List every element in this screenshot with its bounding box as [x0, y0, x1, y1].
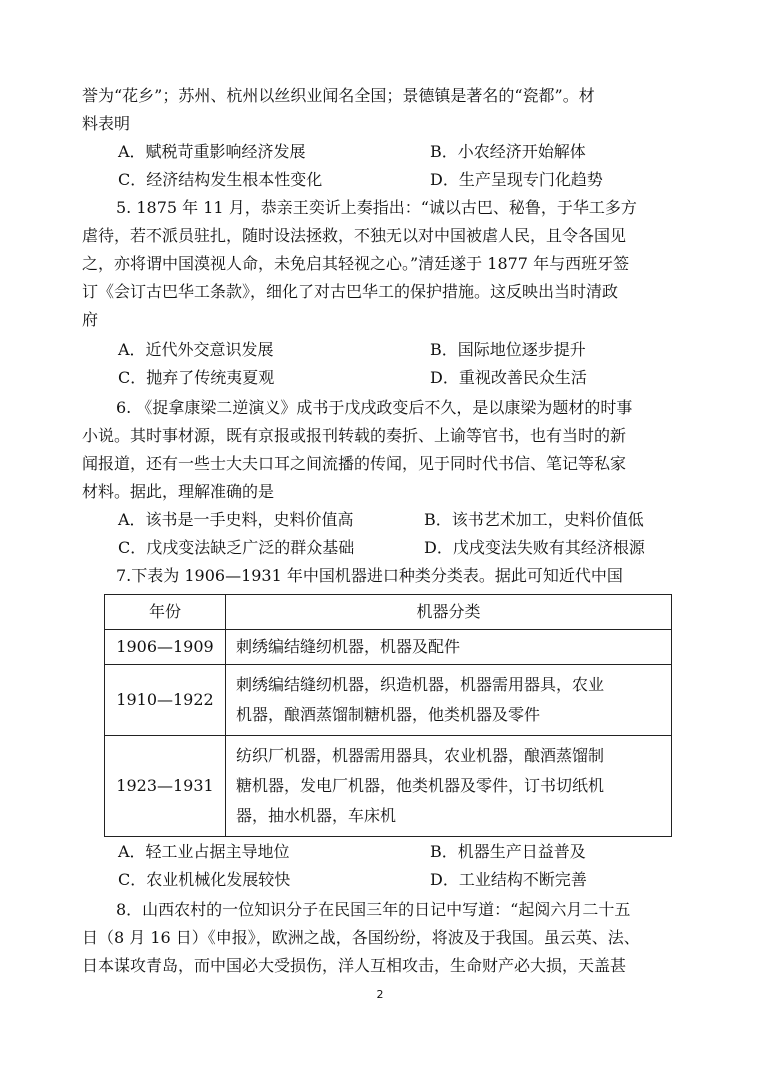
- q8-stem-line-2: 日（8 月 16 日）《申报》，欧洲之战，各国纷纷，将波及于我国。虽云英、法、: [82, 928, 640, 947]
- q5-stem-line-5: 府: [82, 310, 99, 329]
- q4-option-a: A．赋税苛重影响经济发展: [118, 142, 306, 161]
- q5-stem-line-2: 虐待，若不派员驻扎，随时设法拯救，不独无以对中国被虐人民，且令各国见: [82, 226, 627, 245]
- q5-option-a: A．近代外交意识发展: [118, 340, 274, 359]
- table-row: [105, 665, 672, 736]
- machine-import-table: [104, 594, 672, 837]
- q7-option-c: C．农业机械化发展较快: [118, 870, 291, 889]
- q4-stem-line-2: 料表明: [82, 114, 131, 133]
- row-class: [226, 665, 672, 736]
- q4-option-c: C．经济结构发生根本性变化: [118, 170, 323, 189]
- q6-stem-line-3: 闻报道，还有一些士大夫口耳之间流播的传闻，见于同时代书信、笔记等私家: [82, 454, 627, 473]
- q5-stem-line-4: 订《会订古巴华工条款》，细化了对古巴华工的保护措施。这反映出当时清政: [82, 282, 619, 301]
- row-class-line: 纺织厂机器，机器需用器具，农业机器，酿酒蒸馏制: [236, 746, 605, 765]
- q4-stem-line-1: 誉为“花乡”；苏州、杭州以丝织业闻名全国；景德镇是著名的“瓷都”。材: [82, 86, 595, 105]
- row-class-line: 器，抽水机器，车床机: [236, 806, 397, 825]
- q8-stem-line-3: 日本谋攻青岛，而中国必大受损伤，洋人互相攻击，生命财产必大损，天盖甚: [82, 956, 627, 975]
- table-row: [105, 630, 672, 665]
- q8-stem-line-1: 8．山西农村的一位知识分子在民国三年的日记中写道：“起阅六月二十五: [116, 900, 631, 919]
- row-class-line: 刺绣编结缝纫机器，织造机器，机器需用器具，农业: [236, 675, 605, 694]
- row-class: [226, 736, 672, 837]
- q5-option-d: D．重视改善民众生活: [430, 368, 587, 387]
- header-class: 机器分类: [226, 595, 672, 630]
- table-row: [105, 736, 672, 837]
- row-class-line: 糖机器，发电厂机器，他类机器及零件，订书切纸机: [236, 776, 605, 795]
- q4-option-b: B．小农经济开始解体: [430, 142, 586, 161]
- q5-stem-line-3: 之，亦将谓中国漠视人命，未免启其轻视之心。”清廷遂于 1877 年与西班牙签: [82, 254, 630, 273]
- q6-option-c: C．戊戌变法缺乏广泛的群众基础: [118, 538, 355, 557]
- row-year: 1923—1931: [105, 736, 226, 837]
- q5-option-b: B．国际地位逐步提升: [430, 340, 586, 359]
- row-class-line: 机器，酿酒蒸馏制糖机器，他类机器及零件: [236, 705, 541, 724]
- q6-option-a: A．该书是一手史料，史料价值高: [118, 510, 354, 529]
- q6-stem-line-1: 6. 《捉拿康梁二逆演义》成书于戊戌政变后不久，是以康梁为题材的时事: [116, 398, 633, 417]
- q7-option-b: B．机器生产日益普及: [430, 842, 586, 861]
- q6-stem-line-2: 小说。其时事材源，既有京报或报刊转载的奏折、上谕等官书，也有当时的新: [82, 426, 627, 445]
- row-year: 1906—1909: [105, 630, 226, 665]
- q6-option-d: D．戊戌变法失败有其经济根源: [424, 538, 645, 557]
- table-header-row: [105, 595, 672, 630]
- page-number: 2: [376, 988, 384, 1001]
- q4-option-d: D．生产呈现专门化趋势: [430, 170, 603, 189]
- q5-option-c: C．抛弃了传统夷夏观: [118, 368, 275, 387]
- header-year: 年份: [105, 595, 226, 630]
- q7-option-d: D．工业结构不断完善: [430, 870, 587, 889]
- q7-stem: 7.下表为 1906—1931 年中国机器进口种类分类表。据此可知近代中国: [116, 566, 623, 585]
- row-year: 1910—1922: [105, 665, 226, 736]
- q6-option-b: B．该书艺术加工，史料价值低: [424, 510, 644, 529]
- q5-stem-line-1: 5. 1875 年 11 月，恭亲王奕䜣上奏指出：“诚以古巴、秘鲁，于华工多方: [116, 198, 637, 217]
- q7-option-a: A．轻工业占据主导地位: [118, 842, 290, 861]
- row-class-line: 刺绣编结缝纫机器，机器及配件: [236, 637, 461, 656]
- q6-stem-line-4: 材料。据此，理解准确的是: [82, 482, 275, 501]
- row-class: [226, 630, 672, 665]
